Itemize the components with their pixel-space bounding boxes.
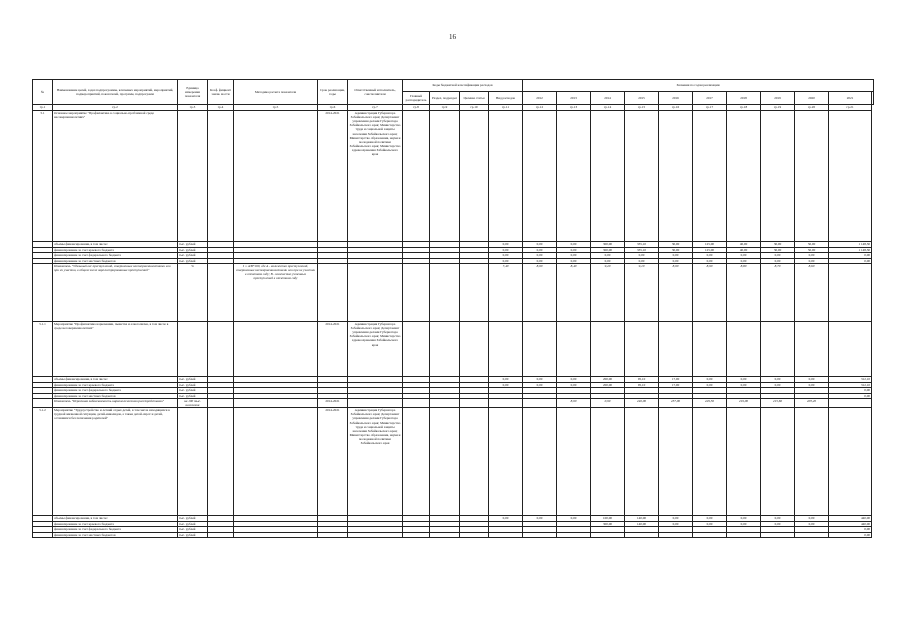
finance-label: финансирование за счет федерального бюджета [53,253,178,259]
col-bk-type-header: Вид расходов [489,92,523,105]
finance-value: 0,00 [727,382,761,388]
finance-value: 0,00 [761,382,795,388]
section-executor: Администрация Губернатора Забайкальского края; Департамент управления делами Губернатора Забайкальского края; Министерство труда и социальной защиты населения Забайкальского края; Министерство образования, науки и молодежной политики Забайкальского края; Министерство здравоохранения Забайкальского края [348,111,403,242]
col-name-header: Наименование целей, задач подпрограммы, ключевых мероприятий, мероприятий, подмероприятий, показателей, программ, подпрограмм [53,80,178,105]
column-index: гр.11 [489,105,523,111]
section-period: 2014-2021 [318,408,348,516]
indicator-value: 8,00 [557,399,591,408]
indicator-value: 203,20 [795,399,829,408]
col-unit-header: Единица измерения показателя [178,80,208,105]
finance-value: 0,00 [659,258,693,264]
indicator-value [523,399,557,408]
indicator-value: 7,40 [489,264,523,322]
column-index: гр.14 [591,105,625,111]
finance-label: финансирование за счет федерального бюджета [53,527,178,533]
finance-value: 300,00 [591,521,625,527]
finance-value: 0,00 [795,521,829,527]
total-header [872,92,874,105]
finance-value: 0,00 [557,258,591,264]
section-row [33,408,874,516]
finance-unit: тыс. рублей [178,393,208,399]
finance-value: 0,00 [761,516,795,522]
finance-label: финансирование за счет местных бюджетов [53,258,178,264]
col-bk-admin-header: Главный распорядитель [403,92,430,105]
finance-label: финансирование за счет краевого бюджета [53,521,178,527]
column-index: гр.3 [178,105,208,111]
col-coeff-header: Коэф. фициент значи. мости [208,80,234,105]
col-values-group-header: Значения по годам реализации [523,80,874,92]
column-index: гр.8 [403,105,430,111]
finance-value: 0,00 [761,521,795,527]
column-index: гр.7 [348,105,403,111]
finance-label: финансирование за счет местных бюджетов [53,532,178,538]
header-row-1 [33,80,874,92]
finance-value: 0,00 [659,516,693,522]
finance-total: 440,00 [829,516,872,522]
finance-value: 0,00 [625,253,659,259]
finance-unit: тыс. рублей [178,253,208,259]
column-index: гр.15 [625,105,659,111]
finance-value: 0,00 [795,382,829,388]
indicator-value [489,399,523,408]
section-period: 2014-2021 [318,322,348,377]
indicator-value: 237,00 [659,399,693,408]
finance-value: 0,00 [489,382,523,388]
finance-value: 30,00 [761,247,795,253]
finance-unit: тыс. рублей [178,242,208,248]
section-row [33,322,874,377]
finance-label: финансирование за счет краевого бюджета [53,247,178,253]
section-row [33,111,874,242]
section-title: Мероприятие "Трудоустройство и летний отдых детей, в том числе находящихся в трудной жизненной ситуации, детей-инвалидов, а также детей-сирот и детей, оставшихся без попечения родителей" [53,408,178,516]
finance-value [795,532,829,538]
finance-value: 0,00 [489,377,523,383]
finance-unit: тыс. рублей [178,527,208,533]
finance-value: 0,00 [489,253,523,259]
finance-value: 0,00 [523,247,557,253]
indicator-value: 8,60 [795,264,829,322]
finance-value [693,532,727,538]
col-method-header: Методика расчета показателя [234,80,318,105]
finance-value: 0,00 [761,377,795,383]
finance-value: 0,00 [727,377,761,383]
finance-unit: тыс. рублей [178,516,208,522]
finance-unit: тыс. рублей [178,532,208,538]
section-number: 5.1.2 [33,408,53,516]
finance-total: 1 148,30 [829,242,872,248]
year-header: 2017 [693,92,727,105]
finance-value: 0,00 [557,253,591,259]
col-no-header: № [33,80,53,105]
finance-unit: тыс. рублей [178,247,208,253]
finance-total: 0,00 [829,253,872,259]
year-header: 2016 [659,92,693,105]
finance-total: 0,00 [829,393,872,399]
finance-value: 0,00 [523,258,557,264]
finance-unit: тыс. рублей [178,382,208,388]
finance-label: объемы финансирования, в том числе: [53,516,178,522]
column-index: гр.12 [523,105,557,111]
finance-value: 300,00 [591,247,625,253]
finance-unit: тыс. рублей [178,258,208,264]
section-executor: Администрация Губернатора Забайкальского края; Департамент управления делами Губернатора Забайкальского края; Министерство здравоохранения Забайкальского края [348,322,403,377]
finance-value: 0,00 [591,258,625,264]
finance-value: 125,00 [693,242,727,248]
finance-value [557,532,591,538]
column-index: гр.10 [460,105,489,111]
finance-value [727,532,761,538]
indicator-value: 9,10 [625,264,659,322]
finance-value: 300,00 [591,242,625,248]
column-index: гр.1 [33,105,53,111]
finance-total: 0,00 [829,258,872,264]
finance-value: 50,00 [795,242,829,248]
finance-value [489,532,523,538]
finance-value: 0,00 [659,253,693,259]
column-index: гр.4 [208,105,234,111]
finance-value: 0,00 [795,253,829,259]
finance-value: 335,10 [625,247,659,253]
finance-value: 0,00 [523,516,557,522]
finance-value: 0,00 [557,247,591,253]
finance-value: 0,00 [693,377,727,383]
column-index: гр.19 [761,105,795,111]
finance-value: 0,00 [489,516,523,522]
column-index: гр.5 [234,105,318,111]
finance-value: 0,00 [625,258,659,264]
year-header: 2013 [557,92,591,105]
section-number: 5.1.1 [33,322,53,377]
finance-label: объемы финансирования, в том числе: [53,242,178,248]
finance-value: 0,00 [693,253,727,259]
finance-value: 17,00 [659,377,693,383]
finance-value: 30,00 [659,242,693,248]
finance-row [33,532,874,538]
finance-value: 140,00 [625,521,659,527]
finance-value: 0,00 [693,516,727,522]
finance-value: 0,00 [557,382,591,388]
finance-value: 0,00 [489,247,523,253]
finance-value: 100,00 [591,516,625,522]
finance-value: 140,00 [625,516,659,522]
column-index: гр.13 [557,105,591,111]
finance-value: 0,00 [693,258,727,264]
finance-total: 0,00 [829,388,872,394]
finance-value: 0,00 [727,253,761,259]
finance-value: 0,00 [523,377,557,383]
year-header: 2012 [523,92,557,105]
indicator-period: 2014-2021 [318,399,348,408]
year-header: 2015 [625,92,659,105]
finance-value: 0,00 [557,377,591,383]
finance-unit: тыс. рублей [178,521,208,527]
finance-value: 0,00 [489,242,523,248]
finance-total: 312,10 [829,377,872,383]
indicator-label: Показатель "Первичная заболеваемость наркологическими расстройствами" [53,399,178,408]
finance-value: 0,00 [523,242,557,248]
indicator-label: Показатель "Удельный вес преступлений, совершенных несовершеннолетними или при их участии, в общем числе зарегистрированных преступлений" [53,264,178,322]
finance-value: 0,00 [761,253,795,259]
indicator-value: 9,20 [591,264,625,322]
finance-value: 50,00 [795,247,829,253]
finance-value: 30,00 [761,242,795,248]
indicator-row [33,399,874,408]
page-number: 16 [449,33,456,41]
indicator-value: 8,80 [727,264,761,322]
finance-value: 335,10 [625,242,659,248]
indicator-value: 8,40 [557,264,591,322]
finance-label: объемы финансирования, в том числе: [53,377,178,383]
indicator-unit: % [178,264,208,322]
indicator-value: 8,70 [761,264,795,322]
finance-value [761,532,795,538]
finance-value: 0,00 [591,253,625,259]
year-header: 2018 [727,92,761,105]
finance-value: 0,00 [523,253,557,259]
finance-value [625,532,659,538]
finance-value: 0,00 [659,521,693,527]
finance-value: 0,00 [727,258,761,264]
finance-value [591,532,625,538]
column-index: гр.9 [430,105,460,111]
section-period: 2014-2021 [318,111,348,242]
year-header: 2014 [591,92,625,105]
section-title: Основное мероприятие "Профилактика в социально-проблемной среде несовершеннолетних" [53,111,178,242]
finance-total: 1 148,30 [829,247,872,253]
col-bk-target-header: Целевая статья [460,92,489,105]
indicator-method: I = A/B*100, где A - количество преступлений, совершенных несовершеннолетними или при их участии в отчетном году; B - количество учтенных преступлений в отчетном году [234,264,318,322]
finance-value: 0,00 [557,242,591,248]
indicator-value: 8,00 [523,264,557,322]
indicator-value: 219,00 [727,399,761,408]
finance-label: финансирование за счет краевого бюджета [53,382,178,388]
column-index: гр.18 [727,105,761,111]
finance-value: 0,00 [489,258,523,264]
finance-value: 0,00 [523,382,557,388]
section-number: 5.1 [33,111,53,242]
year-header: 2021 [829,92,872,105]
col-period-header: Срок реализации, годы [318,80,348,105]
indicator-row [33,264,874,322]
column-index: гр.2 [53,105,178,111]
column-index: гр.17 [693,105,727,111]
year-header: 2019 [761,92,795,105]
finance-value: 0,00 [761,258,795,264]
finance-value: 0,00 [795,377,829,383]
finance-value: 17,00 [659,382,693,388]
year-header: 2020 [795,92,829,105]
finance-value: 0,00 [557,516,591,522]
finance-total: 0,00 [829,532,872,538]
finance-value: 95,10 [625,377,659,383]
section-executor: Администрация Губернатора Забайкальского края; Департамент управления делами Губернатора Забайкальского края; Министерство труда и социальной защиты населения Забайкальского края; Министерство образования, науки и молодежной политики Забайкальского края [348,408,403,516]
program-table [32,79,874,538]
finance-value: 125,00 [693,247,727,253]
indicator-value: 229,50 [693,399,727,408]
section-title: Мероприятие "Профилактика наркомании, пьянства и алкоголизма, в том числе в среде несовершеннолетних" [53,322,178,377]
finance-total: 0,00 [829,527,872,533]
indicator-unit: на 100 тыс. населения [178,399,208,408]
indicator-value: 8,00 [659,264,693,322]
finance-value: 200,00 [591,377,625,383]
finance-value: 40,00 [727,242,761,248]
indicator-value: 215,60 [761,399,795,408]
finance-value: 200,00 [591,382,625,388]
column-index: гр.16 [659,105,693,111]
finance-value: 30,00 [659,247,693,253]
finance-value: 0,00 [727,521,761,527]
finance-value: 95,10 [625,382,659,388]
finance-total: 312,10 [829,382,872,388]
finance-total: 440,00 [829,521,872,527]
finance-value: 40,00 [727,247,761,253]
indicator-value: 8,90 [693,264,727,322]
column-index: гр.21 [829,105,872,111]
indicator-value: 240,00 [625,399,659,408]
col-bk-group-header: Коды бюджетной классификации расходов [403,80,523,92]
col-executor-header: Ответственный исполнитель, соисполнители [348,80,403,105]
finance-unit: тыс. рублей [178,388,208,394]
finance-value [659,532,693,538]
finance-value: 0,00 [795,516,829,522]
finance-value: 0,00 [693,521,727,527]
finance-value: 0,00 [727,516,761,522]
finance-value: 0,00 [693,382,727,388]
finance-label: финансирование за счет местных бюджетов [53,393,178,399]
column-index: гр.6 [318,105,348,111]
col-bk-section-header: Раздел, подраздел [430,92,460,105]
finance-label: финансирование за счет федерального бюджета [53,388,178,394]
column-index: гр.20 [795,105,829,111]
indicator-value: 0,99 [591,399,625,408]
finance-unit: тыс. рублей [178,377,208,383]
finance-value: 0,00 [795,258,829,264]
finance-value [523,532,557,538]
